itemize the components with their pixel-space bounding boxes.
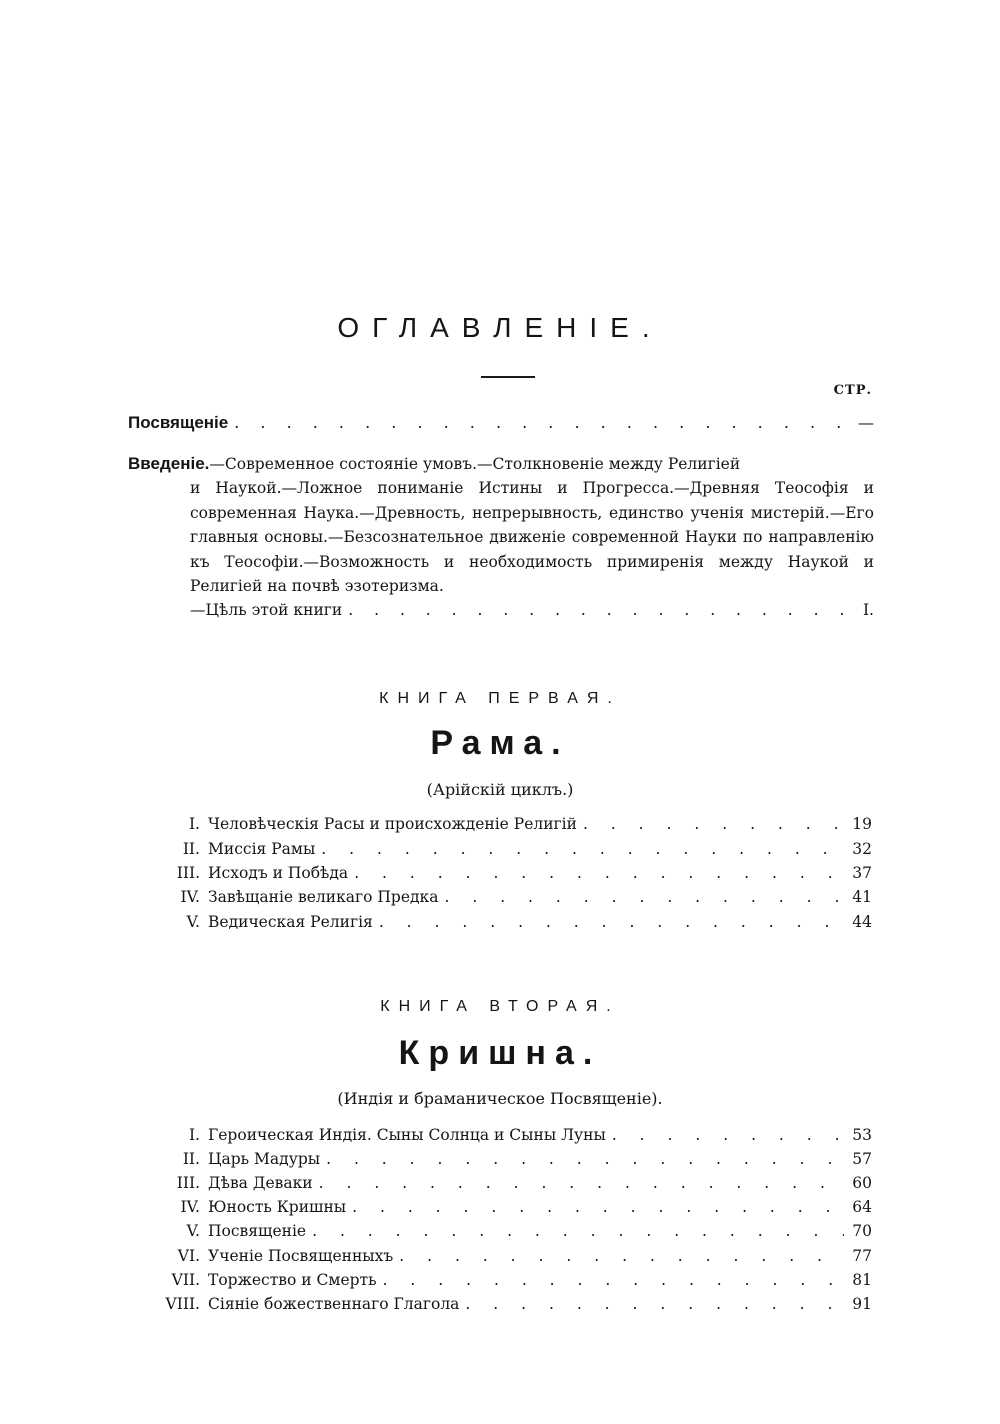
dot-leader xyxy=(354,861,844,885)
chapter-page: 41 xyxy=(852,888,872,906)
dot-leader xyxy=(583,812,844,836)
dot-leader xyxy=(379,910,844,934)
chapter-page: 57 xyxy=(852,1150,872,1168)
chapter-page: 19 xyxy=(852,815,872,833)
dot-leader xyxy=(444,885,844,909)
chapter-page: 64 xyxy=(852,1198,872,1216)
introduction-page: I. xyxy=(862,601,874,620)
page-title: ОГЛАВЛЕНІЕ. xyxy=(337,312,663,343)
dot-leader xyxy=(234,411,846,435)
chapter-number: I. xyxy=(188,815,200,833)
chapter-number: V. xyxy=(186,913,200,931)
dedication-page: — xyxy=(858,413,874,432)
chapter-number: IV. xyxy=(180,1198,200,1216)
introduction-line-1: и Наукой.—Ложное пониманіе Истины и Прогресса.—Древняя Теософія и современная Наука.—Древность, непрерывность, единство ученія мистерій.—Его главныя основы.—Безсознательное движеніе современной Науки по направленію къ Теософіи.—Возможность и необходимость примиренія между Наукой и Религіей на почвѣ эзотеризма. xyxy=(190,479,874,596)
chapter-title: Сіяніе божественнаго Глагола xyxy=(208,1295,460,1313)
book2-chapter-7[interactable] xyxy=(130,1268,872,1292)
chapter-title: Ведическая Религія xyxy=(208,913,373,931)
chapter-number: VII. xyxy=(171,1271,200,1289)
chapter-page: 91 xyxy=(852,1295,872,1313)
book2-title: Кришна. xyxy=(398,1034,602,1072)
chapter-number: VIII. xyxy=(165,1295,200,1313)
book2-chapter-5[interactable] xyxy=(130,1219,872,1243)
book1-subtitle: (Арійскій циклъ.) xyxy=(426,780,574,799)
book1-chapter-2[interactable] xyxy=(130,837,872,861)
chapter-page: 37 xyxy=(852,864,872,882)
chapter-number: VI. xyxy=(177,1247,200,1265)
introduction-line-0: —Современное состояніе умовъ.—Столкновеніе между Религіей xyxy=(209,455,741,473)
chapter-page: 81 xyxy=(852,1271,872,1289)
book1-title: Рама. xyxy=(430,724,570,762)
dot-leader xyxy=(465,1292,844,1316)
dot-leader xyxy=(326,1147,844,1171)
book1-chapter-5[interactable] xyxy=(130,910,872,934)
dedication-label: Посвященіе xyxy=(128,413,229,432)
chapter-number: II. xyxy=(182,1150,200,1168)
chapter-title: Посвященіе xyxy=(208,1222,307,1240)
chapter-title: Царь Мадуры xyxy=(208,1150,321,1168)
introduction-last-line: —Цѣль этой книги xyxy=(190,601,343,620)
chapter-page: 53 xyxy=(852,1126,872,1144)
chapter-number: V. xyxy=(186,1222,200,1240)
book2-chapter-1[interactable] xyxy=(130,1123,872,1147)
dot-leader xyxy=(612,1123,844,1147)
book2-chapter-8[interactable] xyxy=(130,1292,872,1316)
chapter-number: III. xyxy=(176,1174,200,1192)
toc-entry-introduction[interactable] xyxy=(128,452,874,623)
introduction-last-row xyxy=(128,598,874,622)
introduction-label: Введеніе. xyxy=(128,454,210,473)
chapter-title: Исходъ и Побѣда xyxy=(208,864,349,882)
chapter-page: 32 xyxy=(852,840,872,858)
chapter-page: 77 xyxy=(852,1247,872,1265)
dot-leader xyxy=(383,1268,844,1292)
book1-chapter-3[interactable] xyxy=(130,861,872,885)
title-rule xyxy=(481,376,535,378)
chapter-title: Миссія Рамы xyxy=(208,840,316,858)
chapter-title: Юность Кришны xyxy=(208,1198,347,1216)
book1-chapter-1[interactable] xyxy=(130,812,872,836)
book2-chapter-6[interactable] xyxy=(130,1244,872,1268)
book2-chapter-2[interactable] xyxy=(130,1147,872,1171)
chapter-title: Героическая Индія. Сыны Солнца и Сыны Луны xyxy=(208,1126,606,1144)
book2-subtitle: (Индія и браманическое Посвященіе). xyxy=(337,1089,663,1108)
chapter-number: I. xyxy=(188,1126,200,1144)
chapter-number: III. xyxy=(176,864,200,882)
chapter-title: Ученіе Посвященныхъ xyxy=(208,1247,394,1265)
toc-entry-dedication[interactable] xyxy=(128,411,874,435)
dot-leader xyxy=(321,837,844,861)
chapter-page: 44 xyxy=(852,913,872,931)
book2-label: КНИГА ВТОРАЯ. xyxy=(380,998,620,1015)
page-column-label: СТР. xyxy=(833,383,872,398)
book2-chapter-3[interactable] xyxy=(130,1171,872,1195)
chapter-page: 70 xyxy=(852,1222,872,1240)
chapter-title: Человѣческія Расы и происхожденіе Религій xyxy=(208,815,577,833)
book1-label: КНИГА ПЕРВАЯ. xyxy=(379,690,621,707)
chapter-page: 60 xyxy=(852,1174,872,1192)
chapter-title: Завѣщаніе великаго Предка xyxy=(208,888,439,906)
chapter-title: Дѣва Деваки xyxy=(208,1174,313,1192)
dot-leader xyxy=(352,1195,844,1219)
chapter-number: IV. xyxy=(180,888,200,906)
dot-leader xyxy=(312,1219,844,1243)
book2-chapter-4[interactable] xyxy=(130,1195,872,1219)
chapter-number: II. xyxy=(182,840,200,858)
dot-leader xyxy=(348,598,846,622)
book1-chapter-4[interactable] xyxy=(130,885,872,909)
dot-leader xyxy=(319,1171,844,1195)
chapter-title: Торжество и Смерть xyxy=(208,1271,377,1289)
dot-leader xyxy=(399,1244,844,1268)
